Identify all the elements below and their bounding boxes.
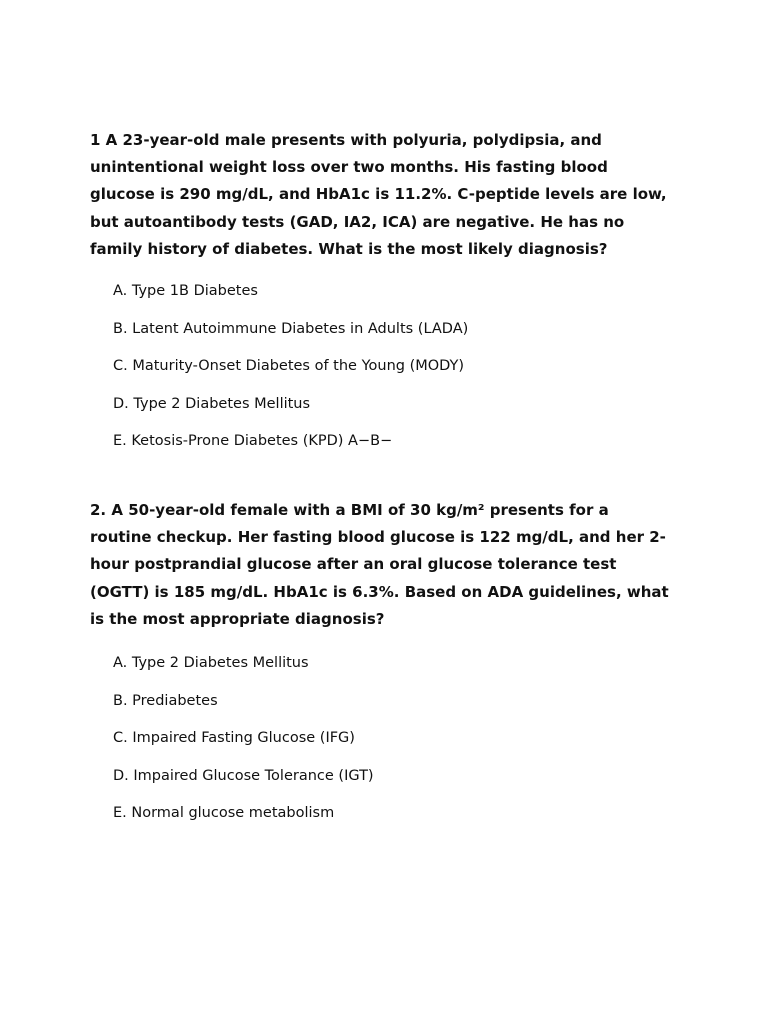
answer-options xyxy=(90,273,690,461)
answer-option-c: C. Maturity-Onset Diabetes of the Young (MODY) xyxy=(113,358,465,375)
stem-line: but autoantibody tests (GAD, IA2, ICA) are negative. He has no xyxy=(90,212,625,231)
stem-line: is the most appropriate diagnosis? xyxy=(90,609,385,628)
answer-options xyxy=(90,645,690,833)
answer-option-e: E. Ketosis-Prone Diabetes (KPD) A−B− xyxy=(113,433,393,450)
stem-line: unintentional weight loss over two months. His fasting blood xyxy=(90,158,608,177)
answer-option-a: A. Type 1B Diabetes xyxy=(113,283,258,300)
stem-line: family history of diabetes. What is the most likely diagnosis? xyxy=(90,239,608,258)
answer-option-c: C. Impaired Fasting Glucose (IFG) xyxy=(113,730,355,747)
question-stem xyxy=(90,127,690,263)
stem-line: hour postprandial glucose after an oral glucose tolerance test xyxy=(90,555,617,574)
stem-line: glucose is 290 mg/dL, and HbA1c is 11.2%. C-peptide levels are low, xyxy=(90,185,667,204)
answer-option-e: E. Normal glucose metabolism xyxy=(113,805,335,822)
answer-option-d: D. Impaired Glucose Tolerance (IGT) xyxy=(113,767,374,784)
answer-option-a: A. Type 2 Diabetes Mellitus xyxy=(113,655,309,672)
question-stem xyxy=(90,497,690,633)
stem-line: 2. A 50-year-old female with a BMI of 30 kg/m² presents for a xyxy=(90,501,609,519)
stem-line: routine checkup. Her fasting blood glucose is 122 mg/dL, and her 2- xyxy=(90,528,666,547)
question-2 xyxy=(90,497,690,833)
answer-option-d: D. Type 2 Diabetes Mellitus xyxy=(113,395,311,412)
answer-option-b: B. Latent Autoimmune Diabetes in Adults (LADA) xyxy=(113,320,469,337)
stem-line: (OGTT) is 185 mg/dL. HbA1c is 6.3%. Based on ADA guidelines, what xyxy=(90,582,669,601)
stem-line: 1 A 23-year-old male presents with polyuria, polydipsia, and xyxy=(90,131,602,149)
answer-option-b: B. Prediabetes xyxy=(113,692,218,709)
question-1 xyxy=(90,127,690,461)
